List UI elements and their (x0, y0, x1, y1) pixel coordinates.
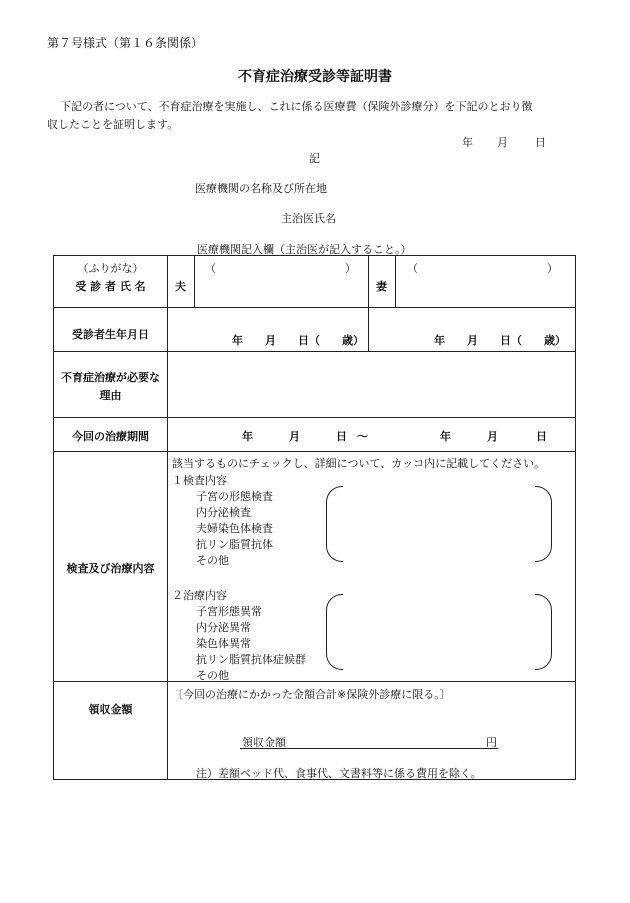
wife-birthdate: 年 月 日（ 歳） (434, 334, 566, 347)
treatment-detail-bracket-left (326, 594, 343, 670)
row-divider (54, 417, 575, 418)
necessity-label-line2: 理由 (99, 389, 122, 402)
doctor-label: 主治医氏名 (281, 212, 336, 225)
period-start-day: 日 (336, 430, 347, 443)
period-end-year: 年 (440, 430, 451, 443)
amount-field-label: 領収金額 (242, 736, 286, 749)
husband-label: 夫 (175, 280, 186, 293)
row-divider (54, 307, 575, 308)
period-start-month: 月 (289, 430, 300, 443)
period-tilde: ～ (357, 430, 368, 443)
period-end-day: 日 (536, 430, 547, 443)
treatment-item: 内分泌異常 (196, 621, 251, 634)
exam-detail-bracket-right (535, 486, 552, 562)
exam-item: 抗リン脂質抗体 (196, 538, 273, 551)
amount-underline (240, 748, 498, 749)
period-start-year: 年 (242, 430, 253, 443)
birthdate-label: 受診者生年月日 (72, 328, 149, 341)
necessity-label-line1: 不育症治療が必要な (61, 371, 160, 384)
date-year: 年 (462, 136, 473, 149)
exam-item: その他 (196, 554, 229, 567)
exam-section-title: １検査内容 (172, 474, 227, 487)
wife-furigana-close: ） (547, 262, 558, 275)
furigana-label: （ふりがな） (77, 262, 144, 275)
date-day: 日 (535, 136, 546, 149)
wife-furigana-open: （ (407, 262, 418, 275)
husband-divider (194, 256, 195, 307)
institution-label: 医療機関の名称及び所在地 (195, 182, 327, 195)
row-divider (54, 451, 575, 452)
husband-furigana-close: ） (345, 262, 356, 275)
period-label: 今回の治療期間 (72, 430, 149, 443)
patient-name-label: 受 診 者 氏 名 (75, 280, 146, 293)
yen-unit: 円 (486, 736, 497, 749)
entry-note: 医療機関記入欄（主治医が記入すること。） (197, 243, 412, 256)
spouse-divider (368, 256, 369, 351)
label-column-divider (167, 256, 168, 779)
intro-line-2: 収したことを証明します。 (47, 118, 179, 131)
exam-item: 子宮の形態検査 (196, 490, 273, 503)
amount-note-top: 〔今回の治療にかかった金額合計※保険外診療に限る。〕 (172, 688, 451, 701)
husband-furigana-open: （ (205, 262, 216, 275)
husband-birthdate: 年 月 日（ 歳） (232, 334, 364, 347)
wife-divider (395, 256, 396, 307)
period-end-month: 月 (487, 430, 498, 443)
date-month: 月 (497, 136, 508, 149)
amount-row-label: 領収金額 (88, 703, 133, 716)
treatment-item: 染色体異常 (196, 637, 251, 650)
amount-note-bottom: 注）差額ベッド代、食事代、文書料等に係る費用を除く。 (196, 767, 482, 780)
intro-line-1: 下記の者について、不育症治療を実施し、これに係る医療費（保険外診療分）を下記のとおり徴 (60, 100, 533, 113)
treatment-detail-bracket-right (535, 594, 552, 670)
form-table (53, 255, 576, 780)
treatment-item: 子宮形態異常 (196, 605, 262, 618)
page-title: 不育症治療受診等証明書 (238, 69, 392, 85)
exam-instruction: 該当するものにチェックし、詳細について、カッコ内に記載してください。 (172, 457, 546, 470)
exam-detail-bracket-left (326, 486, 343, 562)
ki-label: 記 (309, 152, 320, 165)
treatment-item: その他 (196, 669, 229, 682)
exam-item: 夫婦染色体検査 (196, 522, 273, 535)
treatment-section-title: ２治療内容 (172, 589, 227, 602)
row-divider (54, 351, 575, 352)
exam-treatment-label: 検査及び治療内容 (66, 562, 155, 575)
exam-item: 内分泌検査 (196, 506, 251, 519)
row-divider (54, 681, 575, 682)
treatment-item: 抗リン脂質抗体症候群 (196, 653, 306, 666)
wife-label: 妻 (376, 280, 387, 293)
form-number: 第７号様式（第１６条関係） (47, 36, 204, 50)
